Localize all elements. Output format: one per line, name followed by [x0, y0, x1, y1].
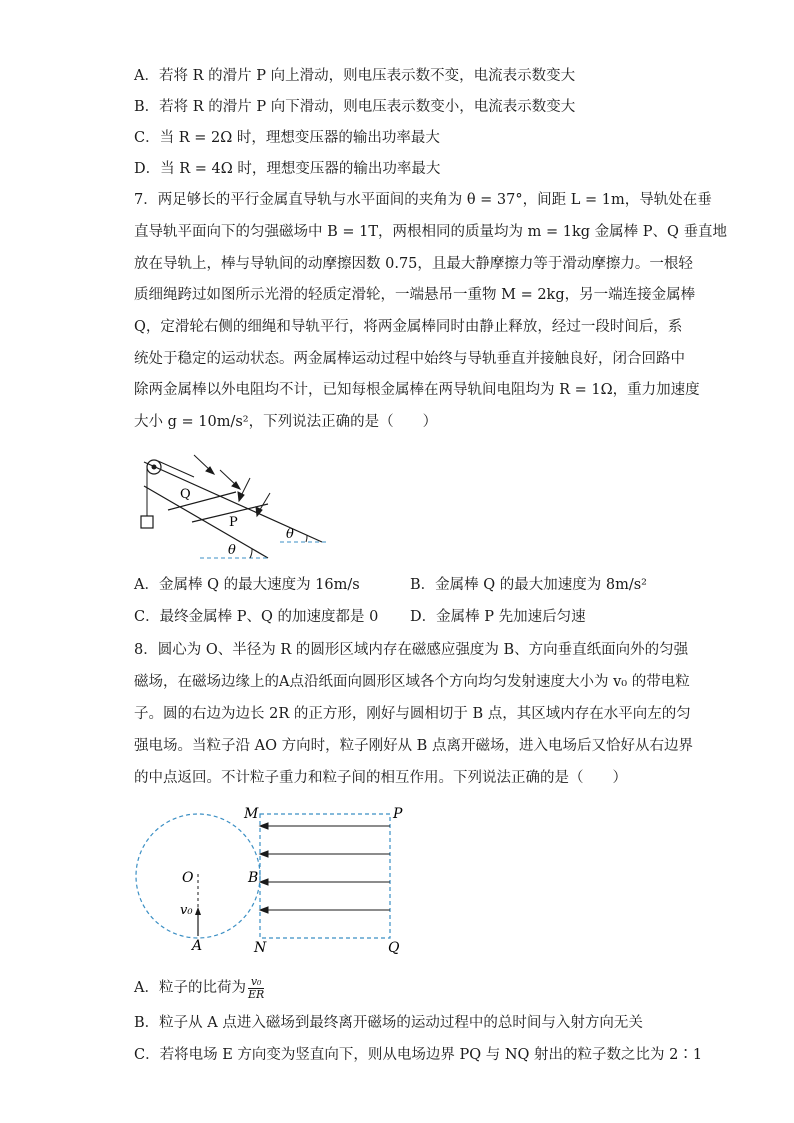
- arrowhead: [260, 823, 268, 829]
- label-q: Q: [388, 940, 400, 956]
- q8-option-b: B．粒子从 A 点进入磁场到最终离开磁场的运动过程中的总时间与入射方向无关: [134, 1015, 643, 1031]
- q8-stem-line: 的中点返回。不计粒子重力和粒子间的相互作用。下列说法正确的是（ ）: [134, 770, 627, 786]
- q8-option-a-label: A．粒子的比荷为: [134, 980, 246, 996]
- rod-q: [168, 492, 236, 510]
- q7-stem-line: 直导轨平面向下的匀强磁场中 B = 1T，两根相同的质量均为 m = 1kg 金属棒 P、Q 垂直地: [134, 224, 728, 240]
- fraction: [248, 976, 264, 1001]
- q7-stem-line: 质细绳跨过如图所示光滑的轻质定滑轮，一端悬吊一重物 M = 2kg，另一端连接金属棒: [134, 287, 696, 303]
- label-p: P: [229, 515, 238, 530]
- q7-option-c: C．最终金属棒 P、Q 的加速度都是 0: [134, 609, 379, 625]
- q7-stem-line: 放在导轨上，棒与导轨间的动摩擦因数 0.75，且最大静摩擦力等于滑动摩擦力。一根轻: [134, 256, 693, 272]
- angle-arc: [250, 549, 252, 558]
- lower-rail: [144, 486, 268, 558]
- arrowhead: [238, 492, 244, 501]
- label-theta: θ: [286, 527, 294, 542]
- arrowhead: [260, 879, 268, 885]
- weight-block-icon: [141, 516, 153, 528]
- q8-field-figure: [130, 800, 410, 960]
- q7-option-b: B．金属棒 Q 的最大加速度为 8m/s²: [410, 577, 647, 593]
- label-n: N: [254, 940, 267, 956]
- q7-option-a: A．金属棒 Q 的最大速度为 16m/s: [134, 577, 360, 593]
- q6-option-a: A．若将 R 的滑片 P 向上滑动，则电压表示数不变，电流表示数变大: [134, 68, 576, 84]
- q6-option-b: B．若将 R 的滑片 P 向下滑动，则电压表示数变小，电流表示数变大: [134, 99, 576, 115]
- electric-field-square: [260, 814, 390, 938]
- label-v0: v₀: [180, 903, 193, 918]
- label-b: B: [248, 870, 259, 886]
- label-theta: θ: [228, 543, 236, 558]
- arrowhead: [260, 907, 268, 913]
- q7-incline-figure: [132, 450, 332, 562]
- label-o: O: [182, 870, 194, 886]
- q8-stem-line: 8．圆心为 O、半径为 R 的圆形区域内存在磁感应强度为 B、方向垂直纸面向外的匀强: [134, 642, 689, 658]
- angle-arc: [306, 535, 307, 542]
- label-m: M: [244, 806, 259, 822]
- string: [158, 461, 194, 477]
- q8-stem-line: 子。圆的右边为边长 2R 的正方形，刚好与圆相切于 B 点，其区域内存在水平向左的匀: [134, 706, 691, 722]
- fraction-denominator: ER: [247, 987, 265, 1001]
- q6-option-d: D．当 R = 4Ω 时，理想变压器的输出功率最大: [134, 161, 441, 177]
- q7-option-d: D．金属棒 P 先加速后匀速: [410, 609, 586, 625]
- q7-stem-line: 7．两足够长的平行金属直导轨与水平面间的夹角为 θ = 37°，间距 L = 1m，导轨处在垂: [134, 192, 712, 208]
- arrowhead: [195, 907, 201, 915]
- q6-option-c: C．当 R = 2Ω 时，理想变压器的输出功率最大: [134, 130, 440, 146]
- q8-stem-line: 强电场。当粒子沿 AO 方向时，粒子刚好从 B 点离开磁场，进入电场后又恰好从右边界: [134, 738, 693, 754]
- arrowhead: [260, 851, 268, 857]
- fraction-numerator: v₀: [248, 976, 264, 989]
- label-q: Q: [180, 487, 191, 502]
- label-p: P: [393, 806, 403, 822]
- pulley-axle: [152, 465, 157, 470]
- q7-stem-line: 除两金属棒以外电阻均不计，已知每根金属棒在两导轨间电阻均为 R = 1Ω，重力加速度: [134, 382, 700, 398]
- q8-stem-line: 磁场，在磁场边缘上的A点沿纸面向圆形区域各个方向均匀发射速度大小为 v₀ 的带电粒: [134, 674, 690, 690]
- q8-option-c: C．若将电场 E 方向变为竖直向下，则从电场边界 PQ 与 NQ 射出的粒子数之比为 2∶1: [134, 1047, 703, 1063]
- field-arrows: [194, 455, 270, 516]
- label-a: A: [192, 938, 203, 954]
- q8-option-a: [134, 975, 664, 1001]
- electric-field-lines: [260, 823, 390, 913]
- q7-stem-line: Q，定滑轮右侧的细绳和导轨平行，将两金属棒同时由静止释放，经过一段时间后，系: [134, 319, 683, 335]
- q7-stem-line: 大小 g = 10m/s²，下列说法正确的是（ ）: [134, 414, 438, 430]
- q7-stem-line: 统处于稳定的运动状态。两金属棒运动过程中始终与导轨垂直并接触良好，闭合回路中: [134, 351, 685, 367]
